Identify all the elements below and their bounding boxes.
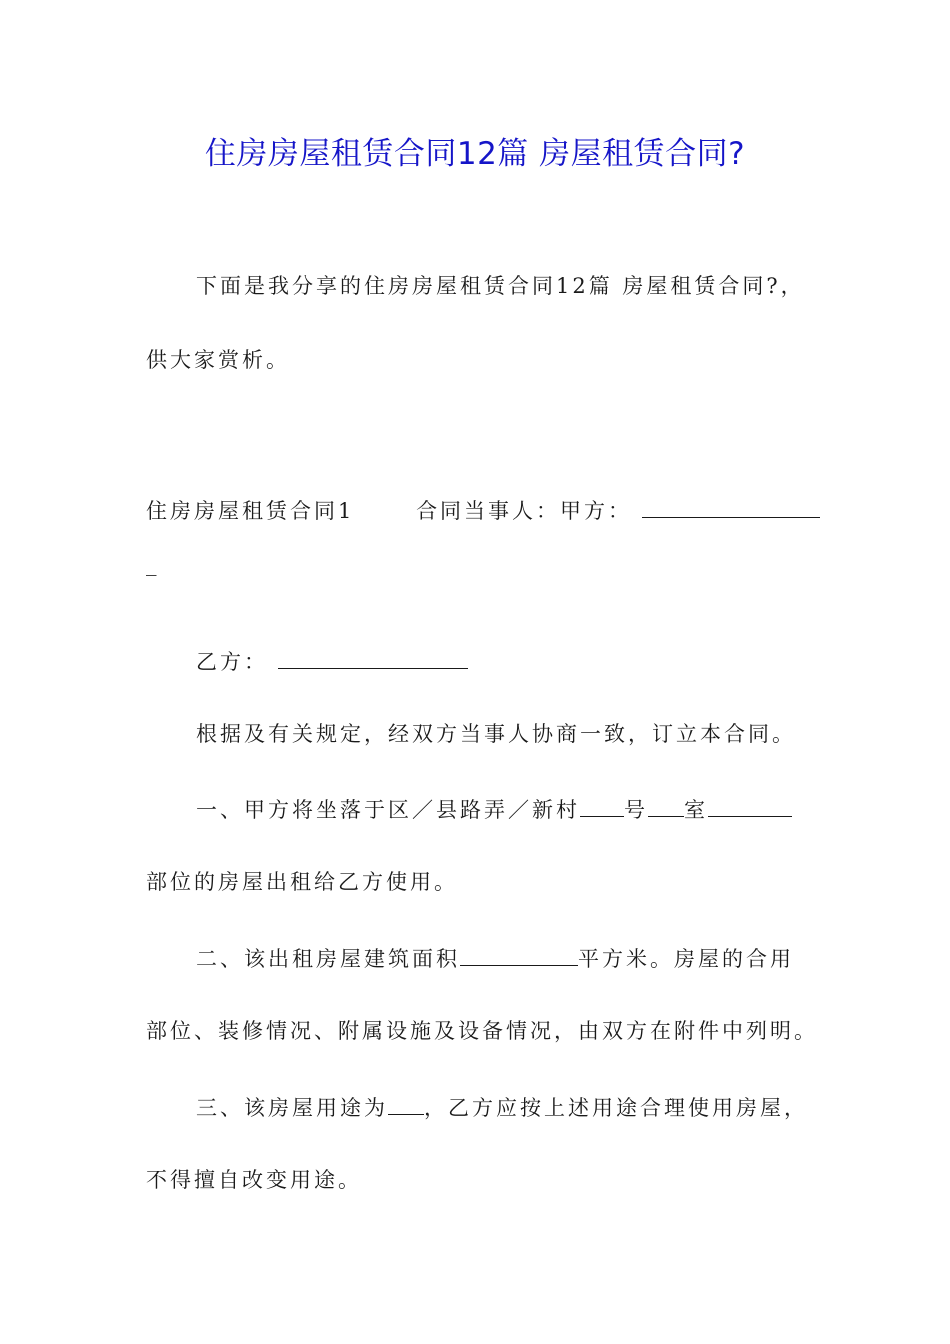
clause-2-line-2: 部位、装修情况、附属设施及设备情况，由双方在附件中列明。 xyxy=(146,1019,818,1043)
clause-3-blank-use xyxy=(388,1096,424,1115)
clause-1-blank-room xyxy=(648,798,684,817)
clause-2-blank-area xyxy=(460,947,578,966)
clause-3-text-a: 三、该房屋用途为 xyxy=(196,1096,388,1120)
contract-heading: 住房房屋租赁合同1 xyxy=(146,499,355,523)
party-a-blank xyxy=(642,499,820,518)
clause-2-text-b: 平方米。房屋的合用 xyxy=(578,947,794,971)
party-b-line xyxy=(196,650,468,673)
contract-heading-line xyxy=(146,499,820,522)
party-a-blank-continuation: _ xyxy=(146,552,160,576)
clause-1-line-2: 部位的房屋出租给乙方使用。 xyxy=(146,870,458,894)
document-title: 住房房屋租赁合同12篇 房屋租赁合同? xyxy=(204,136,746,172)
clause-1-line-1 xyxy=(196,798,792,821)
clause-1-blank-number xyxy=(580,798,624,817)
clause-3-line-2: 不得擅自改变用途。 xyxy=(146,1168,362,1192)
party-b-blank xyxy=(278,650,468,669)
clause-1-text-b: 号 xyxy=(624,798,648,822)
clause-1-blank-part xyxy=(708,798,792,817)
clause-1-text-c: 室 xyxy=(684,798,708,822)
basis-paragraph: 根据及有关规定，经双方当事人协商一致，订立本合同。 xyxy=(196,722,796,746)
party-b-label: 乙方： xyxy=(196,650,268,674)
clause-2-line-1 xyxy=(196,947,794,970)
party-a-label: 合同当事人：甲方： xyxy=(416,499,633,523)
clause-1-text-a: 一、甲方将坐落于区／县路弄／新村 xyxy=(196,798,580,822)
clause-2-text-a: 二、该出租房屋建筑面积 xyxy=(196,947,460,971)
intro-line-1: 下面是我分享的住房房屋租赁合同12篇 房屋租赁合同?， xyxy=(196,274,805,298)
clause-3-line-1 xyxy=(196,1096,808,1119)
intro-line-2: 供大家赏析。 xyxy=(146,348,290,372)
clause-3-text-b: ，乙方应按上述用途合理使用房屋， xyxy=(424,1096,808,1120)
